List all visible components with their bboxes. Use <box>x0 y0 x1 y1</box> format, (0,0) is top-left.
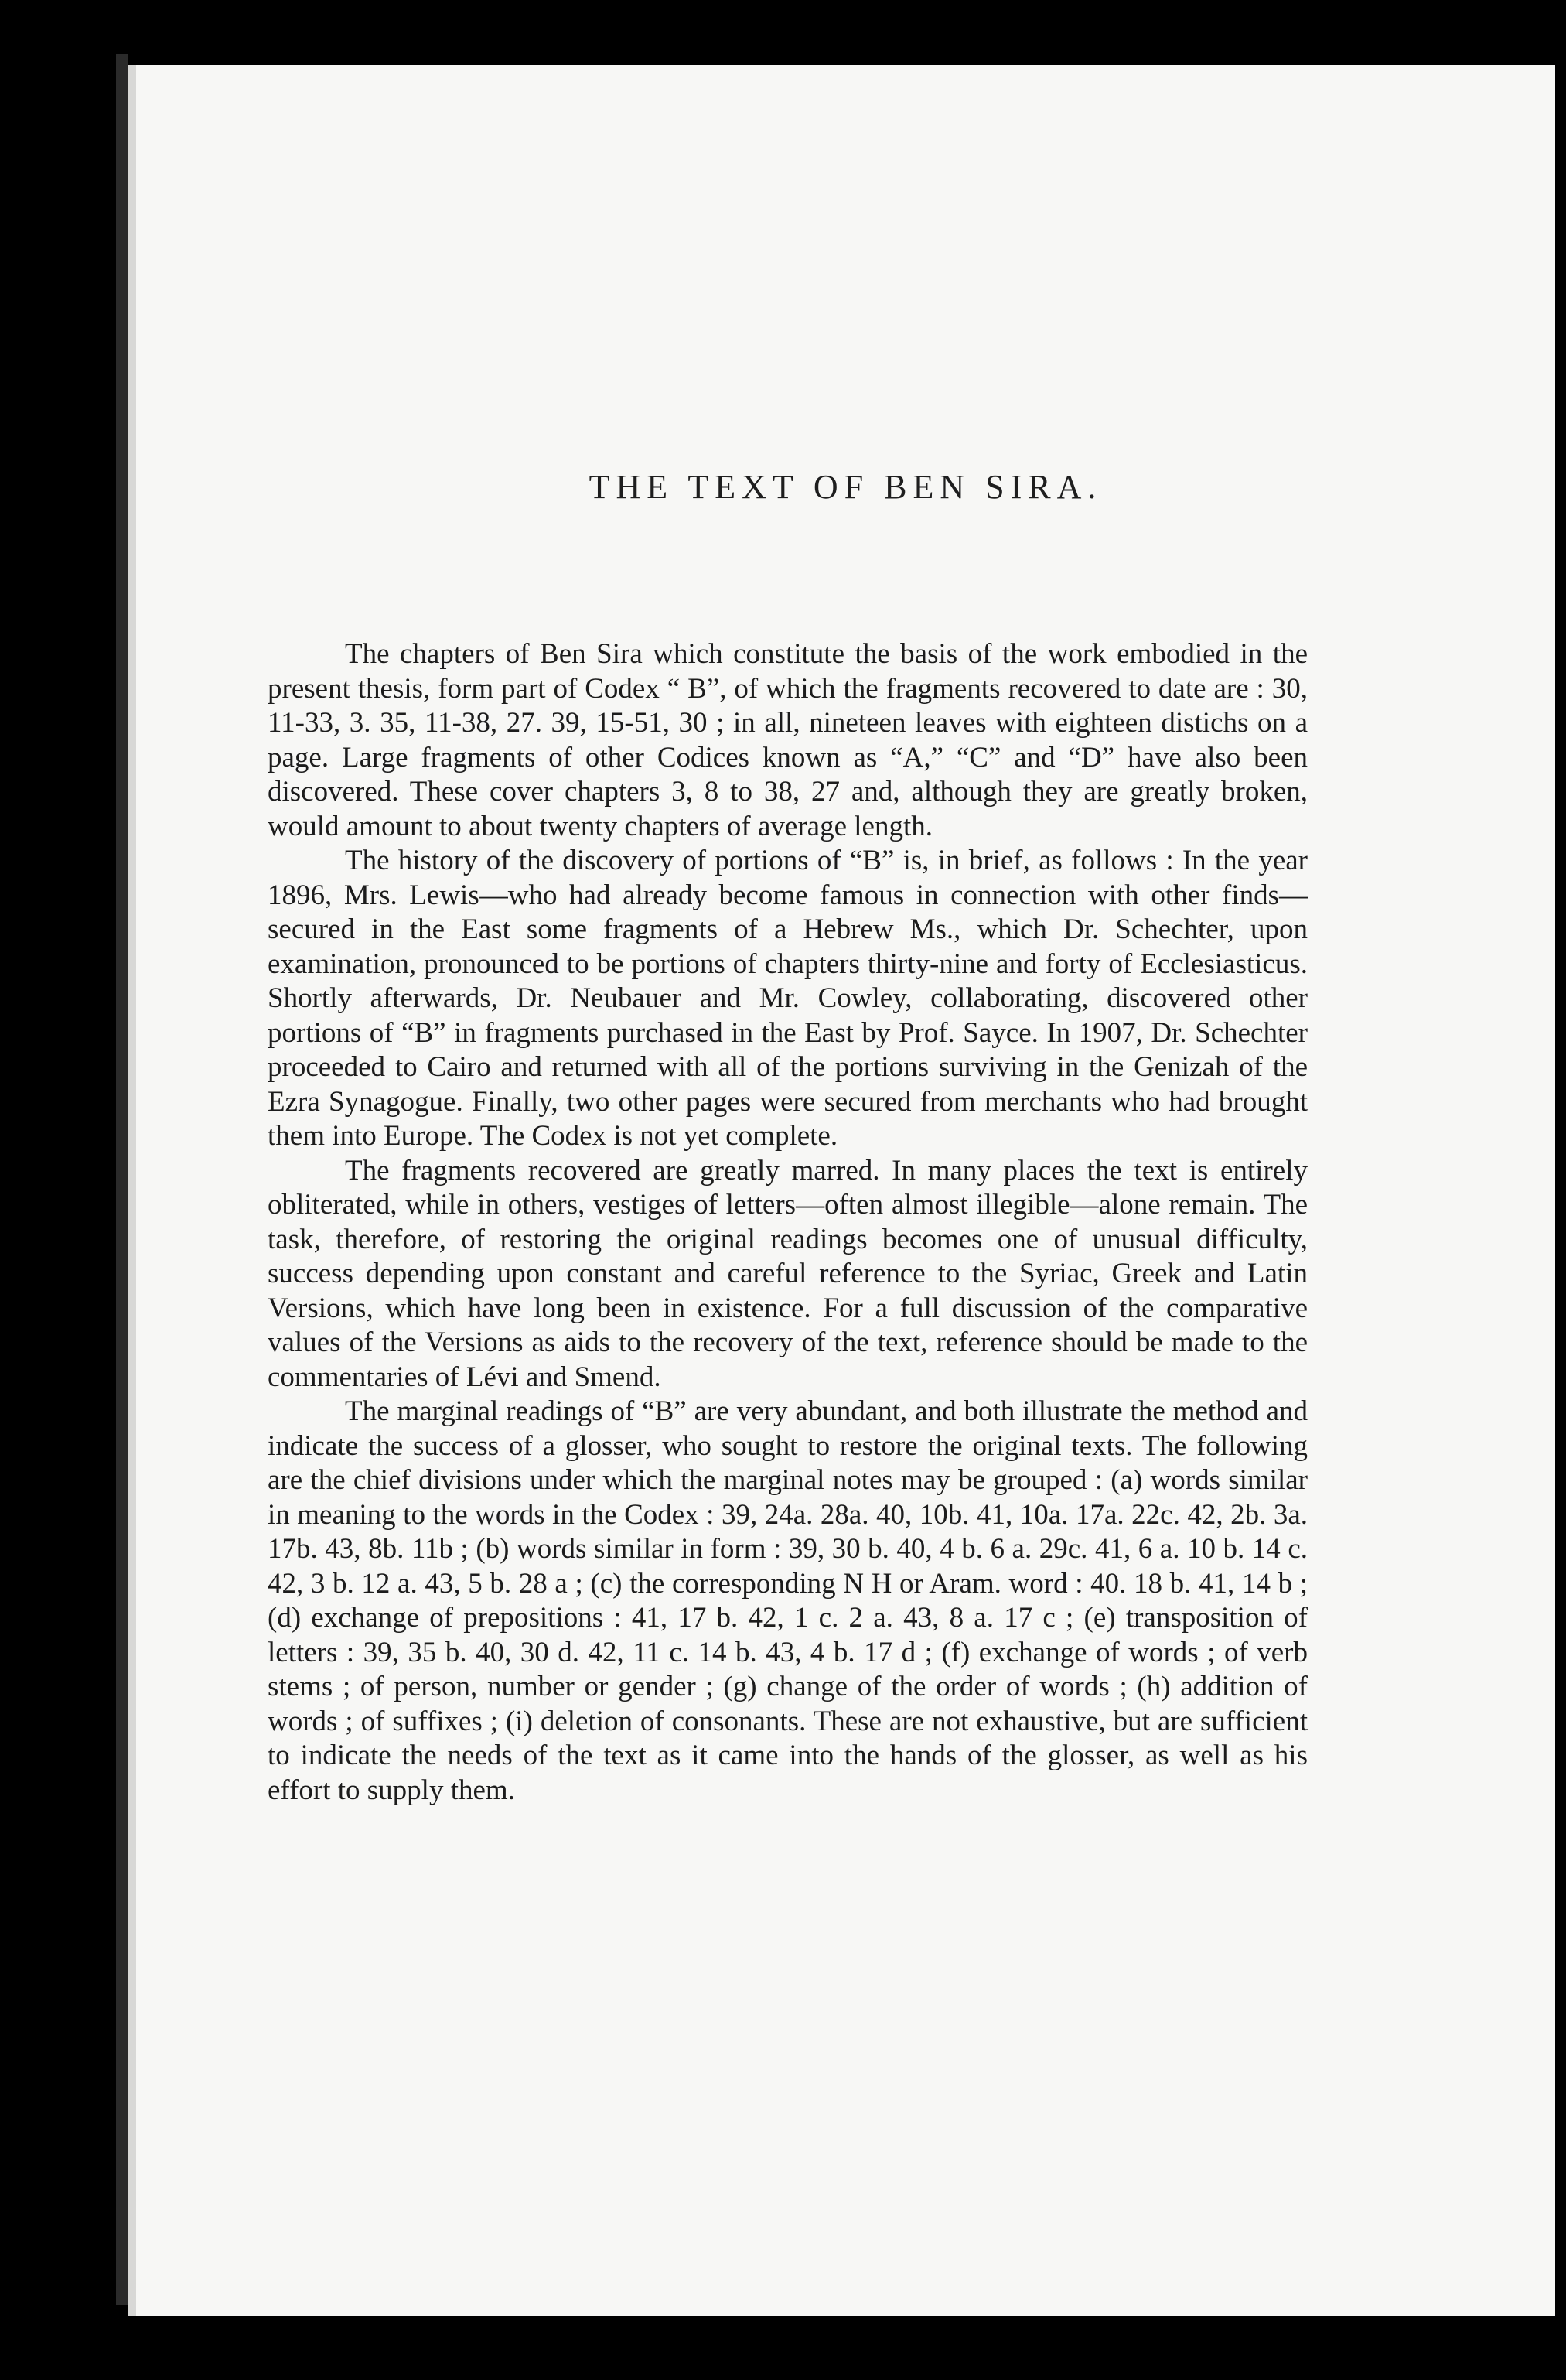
book-binding-edge <box>116 54 128 2305</box>
paragraph-codex-b: The chapters of Ben Sira which constitute the basis of the work embodied in the present thesis, form part of Codex “ B”, of which the fragments recovered to date are : 30, 11-33, 3. 35, 11-38, 27. 39, 15-51, 30 ; in all, nineteen leaves with eighteen distichs on a page. Large fragments of other Codices known as “A,” “C” and “D” have also been discovered. These cover chapters 3, 8 to 38, 27 and, although they are greatly broken, would amount to about twenty chapters of average length. <box>268 638 1308 842</box>
book-page <box>128 65 1555 2316</box>
paragraph-history: The history of the discovery of portions of “B” is, in brief, as follows : In the year 1896, Mrs. Lewis—who had already become famous in connection with other finds—secured in the East some fragments of a Hebrew Ms., which Dr. Schechter, upon examination, pronounced to be portions of chapters thirty-nine and forty of Ecclesiasticus. Shortly afterwards, Dr. Neubauer and Mr. Cowley, collaborating, discovered other portions of “B” in fragments purchased in the East by Prof. Sayce. In 1907, Dr. Schechter proceeded to Cairo and returned with all of the portions surviving in the Genizah of the Ezra Synagogue. Finally, two other pages were secured from merchants who had brought them into Europe. The Codex is not yet complete. <box>268 845 1308 1152</box>
paragraph-fragments: The fragments recovered are greatly marred. In many places the text is entirely obliterated, while in others, vestiges of letters—often almost illegible—alone remain. The task, therefore, of restoring the original readings becomes one of unusual difficulty, success depending upon constant and careful reference to the Syriac, Greek and Latin Versions, which have long been in existence. For a full discussion of the comparative values of the Versions as aids to the recovery of the text, reference should be made to the commentaries of Lévi and Smend. <box>268 1154 1308 1393</box>
paragraph-marginal-readings: The marginal readings of “B” are very abundant, and both illustrate the method and indicate the success of a glosser, who sought to restore the original texts. The following are the chief divisions under which the marginal notes may be grouped : (a) words similar in meaning to the words in the Codex : 39, 24a. 28a. 40, 10b. 41, 10a. 17a. 22c. 42, 2b. 3a. 17b. 43, 8b. 11b ; (b) words similar in form : 39, 30 b. 40, 4 b. 6 a. 29c. 41, 6 a. 10 b. 14 c. 42, 3 b. 12 a. 43, 5 b. 28 a ; (c) the corresponding N H or Aram. word : 40. 18 b. 41, 14 b ; (d) exchange of prepositions : 41, 17 b. 42, 1 c. 2 a. 43, 8 a. 17 c ; (e) transposition of letters : 39, 35 b. 40, 30 d. 42, 11 c. 14 b. 43, 4 b. 17 d ; (f) exchange of words ; of verb stems ; of person, number or gender ; (g) change of the order of words ; (h) addition of words ; of suffixes ; (i) deletion of consonants. These are not exhaustive, but are sufficient to indicate the needs of the text as it came into the hands of the glosser, as well as his effort to supply them. <box>268 1395 1308 1806</box>
body-text <box>268 637 1308 1808</box>
page-heading: THE TEXT OF BEN SIRA. <box>589 468 1103 506</box>
